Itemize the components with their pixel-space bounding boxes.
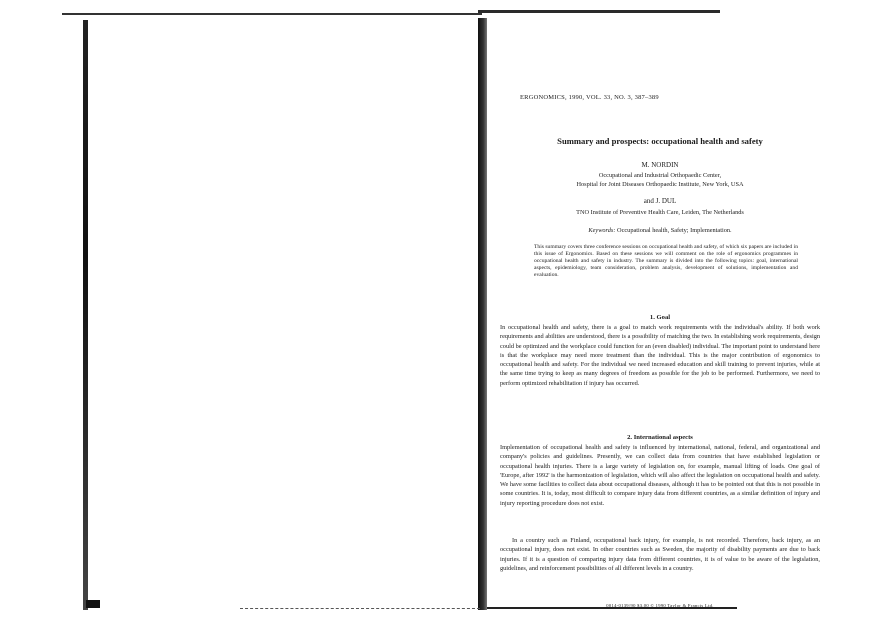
keywords: [500, 227, 820, 234]
affiliation-tno: TNO Institute of Preventive Health Care, Leiden, The Netherlands: [576, 209, 744, 216]
book-gutter-shadow: [478, 18, 487, 610]
author-nordin: M. NORDIN: [641, 161, 679, 169]
author-dul: and J. DUL: [643, 197, 677, 205]
affiliation-line-2: Hospital for Joint Diseases Orthopaedic Institute, New York, USA: [576, 181, 744, 188]
scan-left-foot-mark: [86, 600, 100, 608]
keywords-text: Occupational health, Safety; Implementation.: [617, 227, 732, 234]
abstract: This summary covers three conference sessions on occupational health and safety, of which six papers are included in this issue of Ergonomics. Based on these sessions we will comment on the role of ergonomics programmes in occupational health and safety in industry. The summary is divided into the following topics: goal, international aspects, epidemiology, team consideration, problem analysis, development of solutions, implementation and evaluation.: [534, 244, 798, 278]
scan-top-edge: [62, 13, 482, 15]
scan-bottom-edge-left: [240, 608, 480, 610]
journal-header: ERGONOMICS, 1990, VOL. 33, NO. 3, 387–389: [520, 94, 659, 101]
scan-top-edge-right: [478, 10, 720, 13]
paragraph-goal: In occupational health and safety, there is a goal to match work requirements with the individual's ability. If both work requirements and abilities are understood, there is a possibility of matching the two. In establishing work requirements, design could be optimized and the workplace could function for an (even disabled) individual. The important point to understand here is that the workplace may need more treatment than the individual. This is the major contribution of ergonomics to occupational health and safety. For the individual we need increased education and skill training to prevent injuries, while at the same time trying to keep as many degrees of freedom as possible for the job to be performed. Furthermore, we need to perform optimized rehabilitation if injury has occurred.: [500, 324, 820, 387]
copyright-footer: 0014-0139/90 $3.00 © 1990 Taylor & Francis Ltd.: [606, 603, 714, 608]
affiliation-line-1: Occupational and Industrial Orthopaedic Center,: [598, 172, 722, 179]
section-heading-international: 2. International aspects: [627, 434, 693, 441]
article-title: Summary and prospects: occupational health and safety: [557, 136, 763, 146]
section-heading-goal: 1. Goal: [649, 314, 671, 321]
keywords-label: Keywords:: [588, 227, 616, 234]
scan-left-binding-shadow: [83, 20, 88, 610]
paragraph-international-1: Implementation of occupational health and safety is influenced by international, national, federal, and organizational and company's policies and guidelines. Presently, we can collect data from countries that have established legislation or occupational health injuries. There is a large variety of legislation on, for example, manual lifting of loads. One goal of 'Europe, after 1992' is the harmonization of legislation, which will also affect the legislation on occupational health and safety. We have some facilities to collect data about occupational diseases, although it has to be pointed out that this is not possible in some countries. It is, today, most difficult to compare injury data from different countries, as a similar definition of injury and injury reporting procedure does not exist.: [500, 444, 820, 507]
paragraph-international-2: In a country such as Finland, occupational back injury, for example, is not recorded. Therefore, back injury, as an occupational injury, does not exist. In other countries such as Sweden, the majority of disability payments are due to back injuries. If it is a question of comparing injury data from different countries, it is of value to be aware of the legislation, guidelines, and reinforcement possibilities of all different levels in a country.: [500, 537, 820, 572]
